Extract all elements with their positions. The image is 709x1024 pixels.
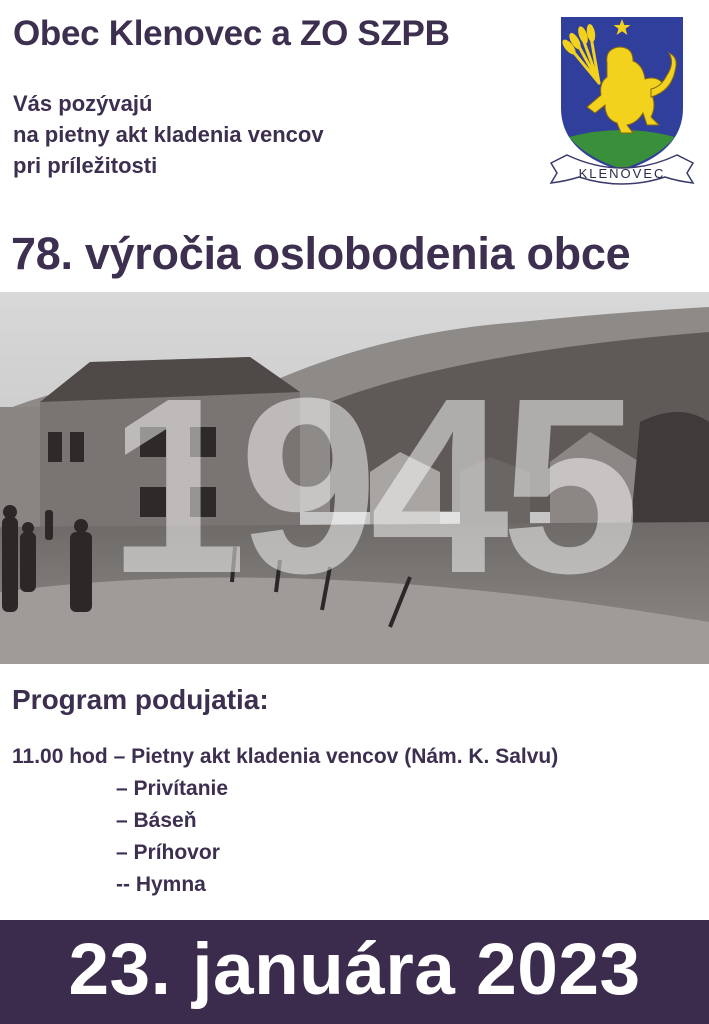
year-overlay: 1945 [107, 346, 633, 625]
headline: 78. výročia oslobodenia obce [11, 228, 631, 279]
program-item [116, 773, 228, 805]
program-item-text: – Pietny akt kladenia vencov (Nám. K. Salvu) [113, 745, 559, 768]
invitation-line: Vás pozývajú [13, 91, 153, 116]
event-date: 23. januára 2023 [68, 929, 641, 1010]
invitation-text [13, 88, 324, 181]
program-item [12, 741, 558, 773]
historical-photo [0, 292, 709, 664]
invitation-line: pri príležitosti [13, 153, 158, 178]
program-item-text: – Privítanie [116, 777, 229, 800]
program-item [116, 805, 197, 837]
klenovec-coat-of-arms [547, 13, 697, 188]
program-item-text: – Príhovor [116, 841, 220, 864]
organizer-title: Obec Klenovec a ZO SZPB [13, 14, 450, 53]
program-item-time: 11.00 hod [12, 745, 108, 768]
program-item [116, 837, 220, 869]
invitation-line: na pietny akt kladenia vencov [13, 122, 324, 147]
program-item-text: – Báseň [116, 809, 197, 832]
banner-text: KLENOVEC [578, 166, 666, 181]
program-item-text: -- Hymna [116, 873, 206, 896]
program-item [116, 869, 206, 901]
program-title: Program podujatia: [12, 684, 269, 715]
